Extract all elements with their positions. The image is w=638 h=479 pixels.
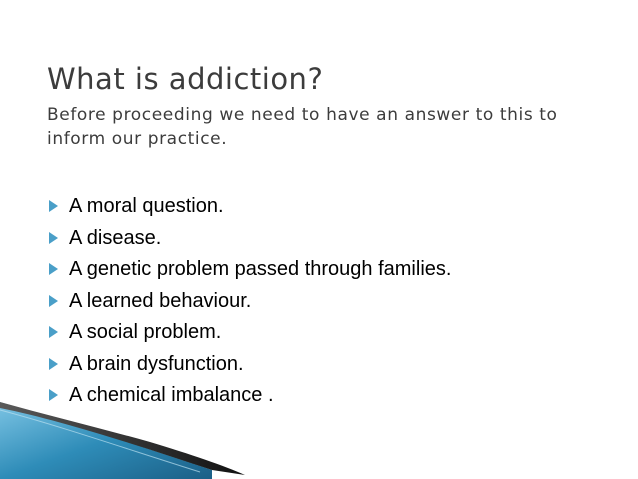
bullet-item: [47, 254, 451, 286]
bullet-text: A social problem.: [69, 321, 222, 343]
slide-subtitle: Before proceeding we need to have an answer to this to inform our practice.: [47, 105, 558, 149]
triangle-bullet-icon: [49, 232, 58, 244]
triangle-bullet-icon: [49, 326, 58, 338]
bullet-item: [47, 223, 451, 255]
bullet-item: [47, 317, 451, 349]
slide-title: What is addiction?: [47, 62, 324, 96]
triangle-bullet-icon: [49, 263, 58, 275]
bullet-text: A chemical imbalance .: [69, 384, 274, 406]
corner-swoosh-decoration: [0, 380, 300, 479]
bullet-text: A brain dysfunction.: [69, 352, 244, 375]
bullet-text: A moral question.: [69, 195, 224, 217]
bullet-text: A genetic problem passed through families.: [69, 258, 452, 280]
triangle-bullet-icon: [49, 295, 58, 307]
bullet-text: A disease.: [69, 226, 162, 249]
bullet-item: [47, 286, 451, 318]
triangle-bullet-icon: [49, 358, 58, 370]
bullet-list: [47, 191, 451, 412]
bullet-item: [47, 349, 451, 381]
triangle-bullet-icon: [49, 200, 58, 212]
bullet-item: [47, 191, 451, 223]
bullet-text: A learned behaviour.: [69, 289, 252, 312]
